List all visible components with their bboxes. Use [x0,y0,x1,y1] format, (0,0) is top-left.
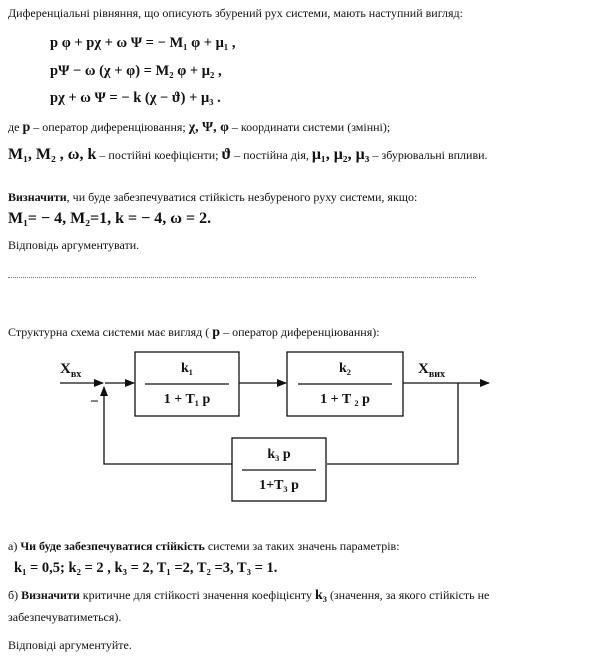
input-label [60,362,81,382]
output-label [418,362,445,382]
coords-desc: – координати системи (змінні); [228,120,391,134]
question-b-line-1 [8,588,584,603]
block-3-numerator: k₃ p [267,447,291,462]
task-text: , чи буде забезпечуватися стійкість незбуреного руху системи, якщо: [66,190,418,204]
coords-symbols: χ, Ψ, φ [188,120,229,135]
input-label-main: X [60,361,71,377]
argue-text-2: Відповіді аргументуйте. [8,638,132,652]
question-b-line-2: забезпечуватиметься). [8,610,122,624]
mu-desc: – збурювальні впливи. [369,148,488,162]
p-symbol: p [22,120,31,135]
block-2-denominator: 1 + T ₂ p [320,392,370,407]
theta-symbol: ϑ [221,146,232,163]
intro-text: Диференціальні рівняння, що описують збурений рух системи, мають наступний вигляд: [8,6,463,20]
question-b-prefix: б) [8,588,22,602]
struct-p: p [212,325,221,340]
equation-1: p φ + pχ + ω Ψ = − M₁ φ + μ₁ , [50,35,236,51]
equation-3: pχ + ω Ψ = − k (χ − ϑ) + μ₃ . [50,90,221,106]
question-a-bold: Чи буде забезпечуватися стійкість [20,539,205,553]
output-label-main: X [418,361,429,377]
question-a-text: системи за таких значень параметрів: [204,539,400,553]
question-b-bold: Визначити [21,588,80,602]
question-a [8,539,400,553]
block-1-denominator: 1 + T₁ p [163,392,211,407]
struct-text-2: – оператор диференціювання): [220,325,380,339]
const-symbols: M₁, M₂ , ω, k [8,146,97,163]
p-desc: – оператор диференціювання; [30,120,189,134]
task-bold: Визначити [8,190,67,204]
parameter-values: k₁ = 0,5; k₂ = 2 , k₃ = 2, T₁ =2, T₂ =3, T₃ = 1. [14,560,278,576]
block-3-denominator: 1+T₃ p [259,478,299,493]
question-b-text-1: критичне для стійкості значення коефіцієнту [79,588,315,602]
mu-symbols: μ₁, μ₂, μ₃ [311,146,370,163]
given-values: M₁= − 4, M₂=1, k = − 4, ω = 2. [8,210,212,227]
minus-sign: − [90,394,99,410]
theta-desc: – постійна дія, [231,148,312,162]
block-1-numerator: k₁ [181,361,193,376]
block-2-numerator: k₂ [339,361,351,376]
argue-text-1: Відповідь аргументувати. [8,238,140,252]
struct-text-1: Структурна схема системи має вигляд ( [8,325,213,339]
question-b-text-2: (значення, за якого стійкість не [326,588,490,602]
where-line: де p – оператор диференціювання; χ, Ψ, φ – координати системи (змінні); [8,120,391,135]
question-a-prefix: а) [8,539,21,553]
const-desc: – постійні коефіцієнти; [96,148,222,162]
input-label-sub: вх [70,369,82,380]
output-label-sub: вих [428,369,446,380]
equation-2: pΨ − ω (χ + φ) = M₂ φ + μ₂ , [50,63,222,79]
question-b-symbol: k₃ [314,588,327,603]
